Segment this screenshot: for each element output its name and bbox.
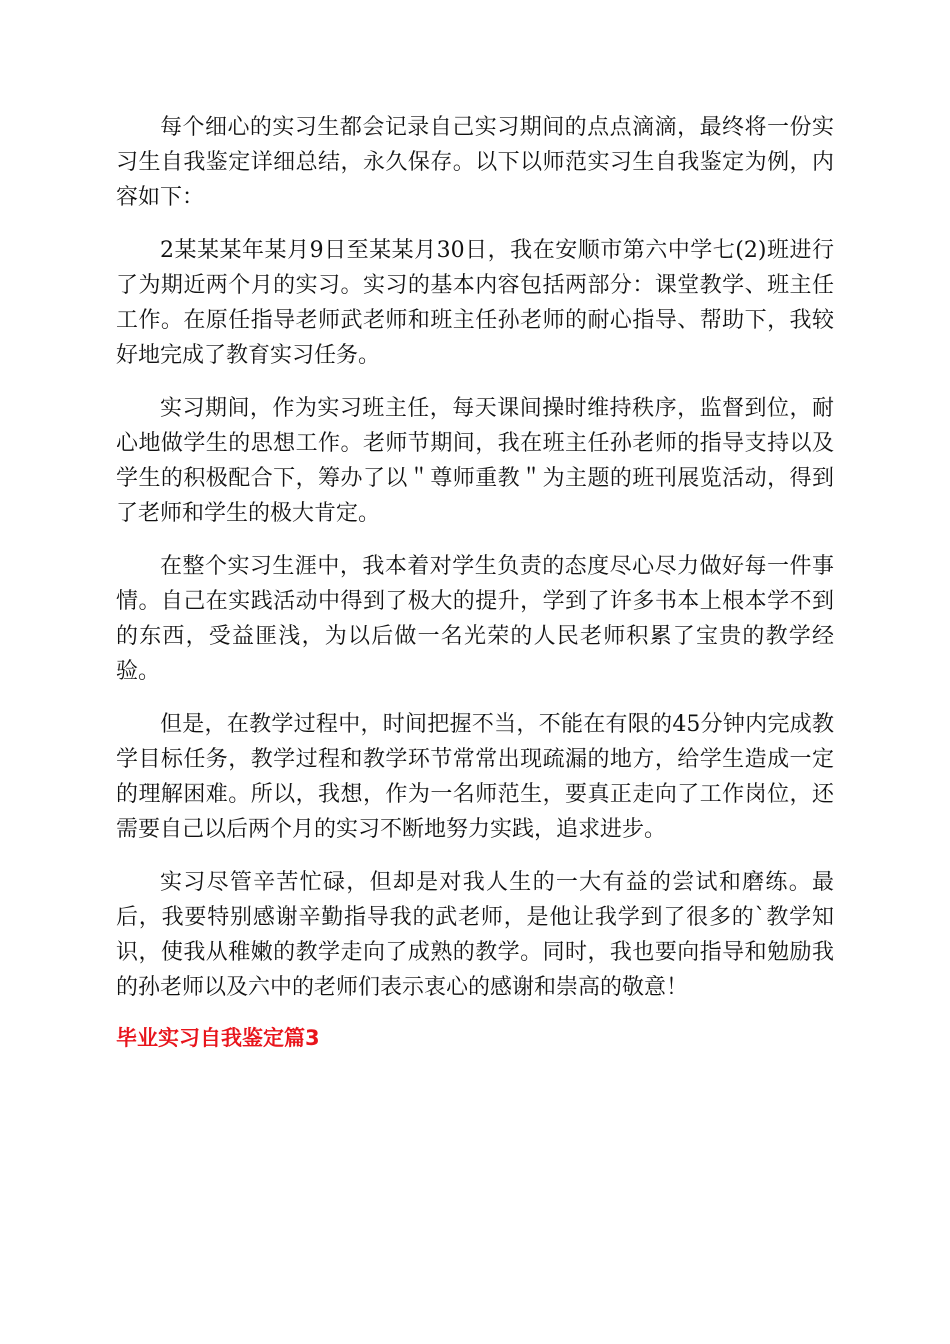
paragraph-thanks: 实习尽管辛苦忙碌，但却是对我人生的一大有益的尝试和磨练。最后，我要特别感谢辛勤指导我的武老师，是他让我学到了很多的`教学知识，使我从稚嫩的教学走向了成熟的教学。同时，我也要向指导和勉励我的孙老师以及六中的老师们表示衷心的感谢和崇高的敬意！ (116, 870, 834, 1000)
paragraph-internship-overview: 2某某某年某月9日至某某月30日，我在安顺市第六中学七(2)班进行了为期近两个月的实习。实习的基本内容包括两部分：课堂教学、班主任工作。在原任指导老师武老师和班主任孙老师的耐心指导、帮助下，我较好地完成了教育实习任务。 (116, 238, 834, 368)
paragraph-shortcomings: 但是，在教学过程中，时间把握不当，不能在有限的45分钟内完成教学目标任务，教学过程和教学环节常常出现疏漏的地方，给学生造成一定的理解困难。所以，我想，作为一名师范生，要真正走向了工作岗位，还需要自己以后两个月的实习不断地努力实践，追求进步。 (116, 712, 834, 842)
paragraph-gains: 在整个实习生涯中，我本着对学生负责的态度尽心尽力做好每一件事情。自己在实践活动中得到了极大的提升，学到了许多书本上根本学不到的东西，受益匪浅，为以后做一名光荣的人民老师积累了宝贵的教学经验。 (116, 554, 834, 684)
document-page (116, 110, 834, 1053)
paragraph-intro: 每个细心的实习生都会记录自己实习期间的点点滴滴，最终将一份实习生自我鉴定详细总结，永久保存。以下以师范实习生自我鉴定为例，内容如下： (116, 115, 834, 210)
section-heading: 毕业实习自我鉴定篇3 (116, 1026, 320, 1050)
paragraph-class-teacher-work: 实习期间，作为实习班主任，每天课间操时维持秩序，监督到位，耐心地做学生的思想工作。老师节期间，我在班主任孙老师的指导支持以及学生的积极配合下，筹办了以＂尊师重教＂为主题的班刊展览活动，得到了老师和学生的极大肯定。 (116, 396, 834, 526)
